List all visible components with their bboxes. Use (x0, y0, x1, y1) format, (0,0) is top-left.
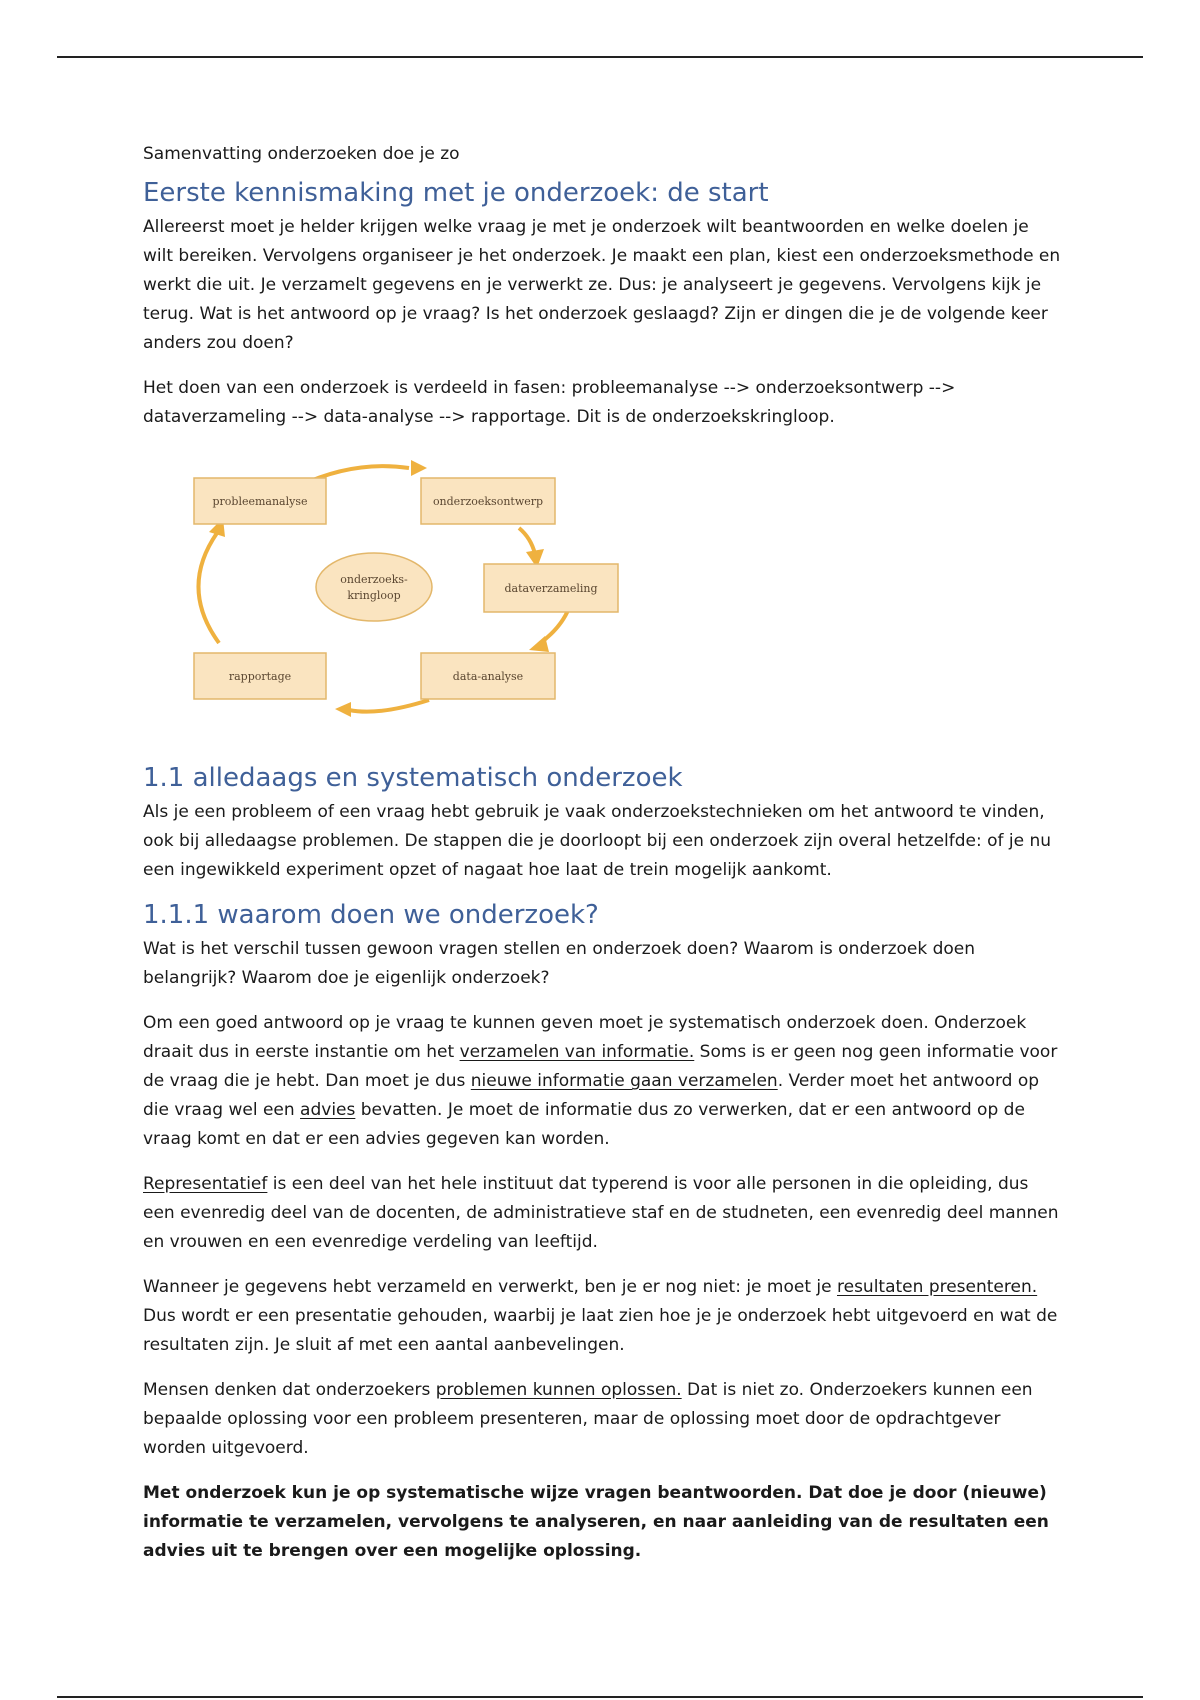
node-rapportage-label: rapportage (228, 670, 292, 683)
paragraph-verschil: Wat is het verschil tussen gewoon vragen stellen en onderzoek doen? Waarom is onderzoek doen belangrijk? Waarom doe je eigenlijk onderzoek? (143, 939, 976, 988)
arrow-ontwerp-verzameling (519, 528, 535, 554)
paragraph-oplossen (143, 1376, 1063, 1463)
arrow-rapportage-probleem (198, 533, 219, 643)
onderzoekskringloop-diagram (179, 448, 679, 738)
paragraph-intro: Allereerst moet je helder krijgen welke vraag je met je onderzoek wilt beantwoorden en welke doelen je wilt bereiken. Vervolgens organiseer je het onderzoek. Je maakt een plan, kiest een onderzoeksmethode en werkt die uit. Je verzamelt gegevens en je verwerkt ze. Dus: je analyseert je gegevens. Vervolgens kijk je terug. Wat is het antwoord op je vraag? Is het onderzoek geslaagd? Zijn er dingen die je de volgende keer anders zou doen? (143, 217, 1061, 353)
text-run: Soms is er geen nog geen informatie voor de vraag die je hebt. Dan moet je dus (143, 1042, 1058, 1091)
document-title: Samenvatting onderzoeken doe je zo (143, 144, 460, 164)
text-run: Dat is niet zo. Onderzoekers kunnen een bepaalde oplossing voor een probleem presenteren, maar de oplossing moet door de opdrachtgever worden uitgevoerd. (143, 1380, 1033, 1458)
arrow-analyse-rapportage (349, 700, 429, 712)
underlined-representatief: Representatief (143, 1174, 268, 1194)
heading-alledaags: 1.1 alledaags en systematisch onderzoek (143, 763, 683, 793)
underlined-advies: advies (300, 1100, 356, 1120)
center-label-line1: onderzoeks- (340, 573, 408, 586)
header-rule (57, 56, 1143, 58)
cycle-svg (179, 448, 679, 738)
node-data-analyse-label: data-analyse (452, 670, 524, 683)
heading-eerste-kennismaking: Eerste kennismaking met je onderzoek: de start (143, 178, 769, 208)
arrowhead-4 (335, 702, 351, 717)
text-run: Mensen denken dat onderzoekers (143, 1380, 436, 1400)
center-ellipse (316, 553, 432, 621)
paragraph-summary-bold: Met onderzoek kun je op systematische wijze vragen beantwoorden. Dat doe je door (nieuwe) informatie te verzamelen, vervolgens te analyseren, en naar aanleiding van de resultaten een advies uit te brengen over een mogelijke oplossing. (143, 1483, 1049, 1561)
text-run: Dus wordt er een presentatie gehouden, waarbij je laat zien hoe je je onderzoek hebt uitgevoerd en wat de resultaten zijn. Je sluit af met een aantal aanbevelingen. (143, 1306, 1058, 1355)
paragraph-representatief (143, 1170, 1063, 1257)
underlined-resultaten-presenteren: resultaten presenteren. (837, 1277, 1038, 1297)
document-body (143, 140, 1063, 1582)
node-dataverzameling-label: dataverzameling (504, 582, 598, 595)
center-label-line2: kringloop (347, 589, 401, 602)
text-run: Om een goed antwoord op je vraag te kunnen geven moet je systematisch onderzoek doen. Onderzoek draait dus in eerste instantie om het (143, 1013, 1027, 1062)
text-run: . Verder moet het antwoord op die vraag wel een (143, 1071, 1040, 1120)
text-run: is een deel van het hele instituut dat typerend is voor alle personen in die opleiding, dus een evenredig deel van de docenten, de administratieve staf en de studneten, een evenredig deel mannen en vrouwen en een evenredige verdeling van leeftijd. (143, 1174, 1059, 1252)
underlined-nieuwe-informatie: nieuwe informatie gaan verzamelen (470, 1071, 778, 1091)
arrowhead-1 (411, 460, 427, 476)
paragraph-presenteren (143, 1273, 1063, 1360)
heading-waarom: 1.1.1 waarom doen we onderzoek? (143, 900, 599, 930)
paragraph-systematisch (143, 1009, 1063, 1154)
node-onderzoeksontwerp-label: onderzoeksontwerp (432, 495, 544, 508)
text-run: bevatten. Je moet de informatie dus zo verwerken, dat er een antwoord op de vraag komt en dat er een advies gegeven kan worden. (143, 1100, 1025, 1149)
text-run: Wanneer je gegevens hebt verzameld en verwerkt, ben je er nog niet: je moet je (143, 1277, 837, 1297)
paragraph-fasen: Het doen van een onderzoek is verdeeld in fasen: probleemanalyse --> onderzoeksontwerp --> dataverzameling --> data-analyse --> rapportage. Dit is de onderzoekskringloop. (143, 378, 956, 427)
paragraph-alledaags: Als je een probleem of een vraag hebt gebruik je vaak onderzoekstechnieken om het antwoord te vinden, ook bij alledaagse problemen. De stappen die je doorloopt bij een onderzoek zijn overal hetzelfde: of je nu een ingewikkeld experiment opzet of nagaat hoe laat de trein mogelijk aankomt. (143, 802, 1052, 880)
node-probleemanalyse-label: probleemanalyse (212, 495, 308, 508)
underlined-problemen-oplossen: problemen kunnen oplossen. (435, 1380, 682, 1400)
footer-rule (57, 1696, 1143, 1698)
underlined-verzamelen: verzamelen van informatie. (459, 1042, 695, 1062)
